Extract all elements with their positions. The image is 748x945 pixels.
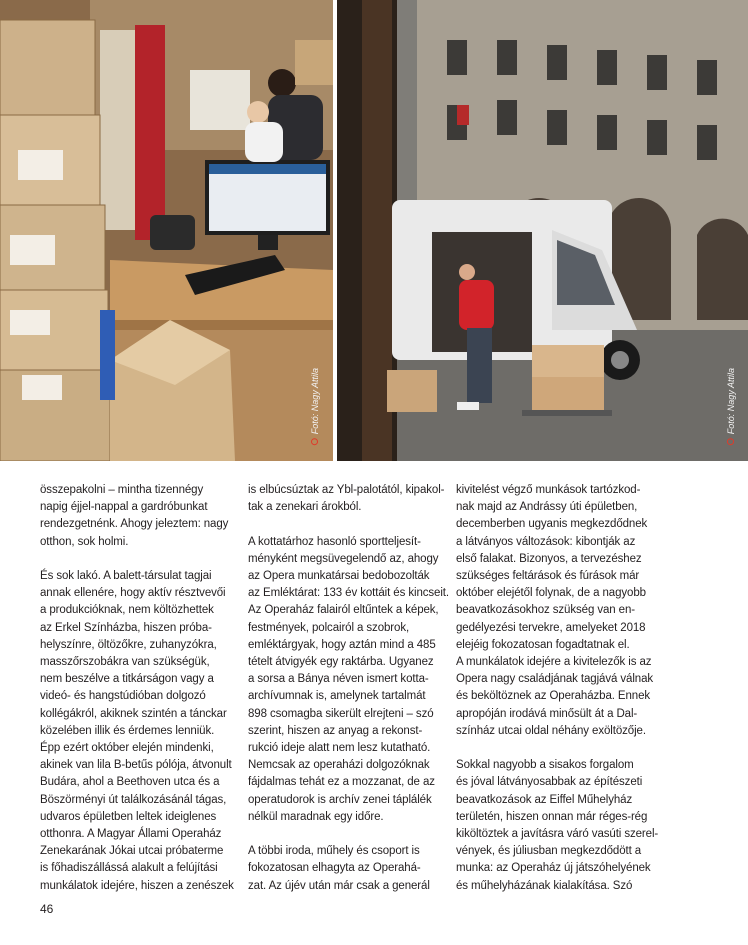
text-line: vények, és júliusban megkezdődött a	[456, 845, 642, 858]
text-line: A munkálatok idejére a kivitelezők is az	[456, 656, 652, 669]
text-line: tételt átvigyék egy raktárba. Ugyanez	[248, 656, 434, 669]
text-line: Nemcsak az operaházi dolgozóknak	[248, 759, 430, 772]
paragraph	[456, 482, 654, 740]
text-line: otthon, sok holmi.	[40, 535, 129, 548]
text-line: tak a zenekari árokból.	[248, 501, 362, 514]
text-column-1	[40, 482, 234, 895]
photo-credit-left	[310, 368, 320, 445]
text-line: rendezgetnénk. Ahogy jeleztem: nagy	[40, 518, 229, 531]
text-line: rukció ideje alatt nem lesz kutatható.	[248, 742, 431, 755]
text-line: gedélyezési tervekre, amelyeket 2018	[456, 621, 646, 634]
page-number: 46	[40, 902, 54, 916]
text-line: beavatkozásokhoz szükség van en-	[456, 604, 635, 617]
photo-credit-text: Fotó: Nagy Attila	[310, 367, 320, 434]
text-line: Épp ezért október elején mindenki,	[40, 742, 214, 755]
text-line: Budára, ahol a Beethoven utca és a	[40, 776, 220, 789]
text-line: kiköltöztek a javításra váró vasúti szerel-	[456, 828, 659, 841]
text-line: Az Operaház falairól eltűntek a képek,	[248, 604, 439, 617]
text-line: otthonra. A Magyar Állami Operaház	[40, 828, 222, 841]
text-line: összepakolni – mintha tizennégy	[40, 484, 204, 496]
text-line: annak ellenére, hogy aktív résztvevői	[40, 587, 226, 600]
paragraph-gap	[248, 826, 438, 843]
photo-credit-dot-icon	[728, 438, 735, 445]
text-line: az Emléktárat: 133 év kottáit és kincseit.	[248, 587, 449, 600]
text-line: apropóján irodává minősült át a Dal-	[456, 707, 638, 720]
paragraph	[40, 482, 230, 551]
paragraph	[456, 757, 659, 895]
text-line: Opera nagy családjának tagjává válnak	[456, 673, 654, 686]
text-line: Sokkal nagyobb a sisakos forgalom	[456, 759, 634, 772]
text-column-3	[456, 482, 659, 895]
paragraph-gap	[40, 551, 230, 568]
text-line: és műhelyházának kialakítása. Szó	[456, 879, 633, 892]
text-line: Zenekarának Jókai utcai próbaterme	[40, 845, 224, 858]
office-boxes-photo	[0, 0, 333, 461]
text-line: is főhadiszállássá alakult a felújítási	[40, 862, 218, 875]
text-line: A többi iroda, műhely és csoport is	[248, 845, 420, 858]
text-line: videó- és hangstúdióban dolgozó	[40, 690, 206, 703]
opera-van-illustration	[337, 0, 748, 461]
text-line: napig éjjel-nappal a gardróbunkat	[40, 501, 208, 514]
text-line: udvaros épületben leltek ideiglenes	[40, 810, 217, 823]
text-line: a sorsa a Bánya néven ismert kotta-	[248, 673, 429, 686]
text-line: helyszínre, öltözőkre, zuhanyzókra,	[40, 638, 217, 651]
photo-credit-right	[726, 368, 736, 445]
text-line: a látványos változások: kibontják az	[456, 535, 636, 548]
text-line: és beköltöznek az Operaházba. Ennek	[456, 690, 651, 703]
text-line: szerint, hiszen az anyag a rekonst-	[248, 724, 423, 737]
text-line: 898 csomagba sikerült elrejteni – szó	[248, 707, 434, 720]
text-line: operatudorok is archív zenei táplálék	[248, 793, 432, 806]
text-line: archívumnak is, amelynek tartalmát	[248, 690, 426, 703]
text-line: fokozatosan elhagyta az Operahá-	[248, 862, 421, 875]
text-line: kivitelést végző munkások tartózkod-	[456, 484, 641, 496]
photo-credit-dot-icon	[312, 438, 319, 445]
text-line: elejéig fokozatosan fogadtatnak el.	[456, 638, 630, 651]
text-line: fájdalmas tehát ez a mozzanat, de az	[248, 776, 435, 789]
text-line: festmények, polcairól a szobrok,	[248, 621, 410, 634]
text-line: első falakat. Bizonyos, a tervezéshez	[456, 552, 642, 565]
text-line: az Erkel Színházba, hiszen próba-	[40, 621, 212, 634]
text-line: az Opera munkatársai bedobozolták	[248, 570, 430, 582]
text-line: munka: az Operaház új játszóhelyének	[456, 862, 651, 875]
text-line: És sok lakó. A balett-társulat tagjai	[40, 570, 212, 582]
text-line: ményként megsüvegelendő az, ahogy	[248, 552, 439, 565]
text-line: színház utcai oldal néhány exöltözője.	[456, 724, 646, 737]
paragraph	[248, 482, 445, 516]
text-line: közelében illik és érdemes lenniük.	[40, 724, 215, 737]
text-line: munkálatok idejére, hiszen a zenészek	[40, 879, 234, 892]
text-line: kollégákról, akiknek szintén a tánckar	[40, 707, 227, 720]
office-boxes-illustration	[0, 0, 333, 461]
text-line: A kottatárhoz hasonló sportteljesít-	[248, 535, 421, 548]
text-line: masszőrszobákra van szükségük,	[40, 656, 210, 669]
text-line: területén, hiszen onnan már réges-rég	[456, 810, 648, 823]
paragraph-gap	[456, 740, 646, 757]
text-line: szükséges feltárások és fúrások már	[456, 570, 640, 583]
text-line: Böszörményi út találkozásánál tágas,	[40, 793, 227, 806]
text-line: nem beszélve a titkárságon vagy a	[40, 673, 214, 686]
text-line: október elejétől folynak, de a nagyobb	[456, 587, 646, 600]
photo-credit-text: Fotó: Nagy Attila	[726, 367, 736, 434]
text-line: és jóval látványosabbak az építészeti	[456, 776, 643, 789]
paragraph	[248, 843, 438, 895]
paragraph-gap	[248, 516, 438, 533]
text-line: beavatkozások az Eiffel Műhelyház	[456, 793, 633, 806]
text-line: nak majd az Andrássy úti épületben,	[456, 501, 638, 514]
text-line: zat. Az újév után már csak a generál	[248, 879, 430, 892]
paragraph	[40, 568, 234, 895]
opera-van-photo	[337, 0, 748, 461]
text-column-2	[248, 482, 449, 895]
text-line: a produkcióknak, nem költözhettek	[40, 604, 214, 617]
paragraph	[248, 534, 449, 826]
text-line: emléktárgyak, hogy aztán mind a 485	[248, 638, 436, 651]
text-line: is elbúcsúztak az Ybl-palotától, kipakol-	[248, 484, 445, 496]
text-line: nélkül maradnak egy időre.	[248, 810, 384, 823]
text-line: decemberben ugyanis megkezdődnek	[456, 518, 648, 531]
text-line: akinek van lila B-betűs pólója, átvonult	[40, 759, 232, 772]
